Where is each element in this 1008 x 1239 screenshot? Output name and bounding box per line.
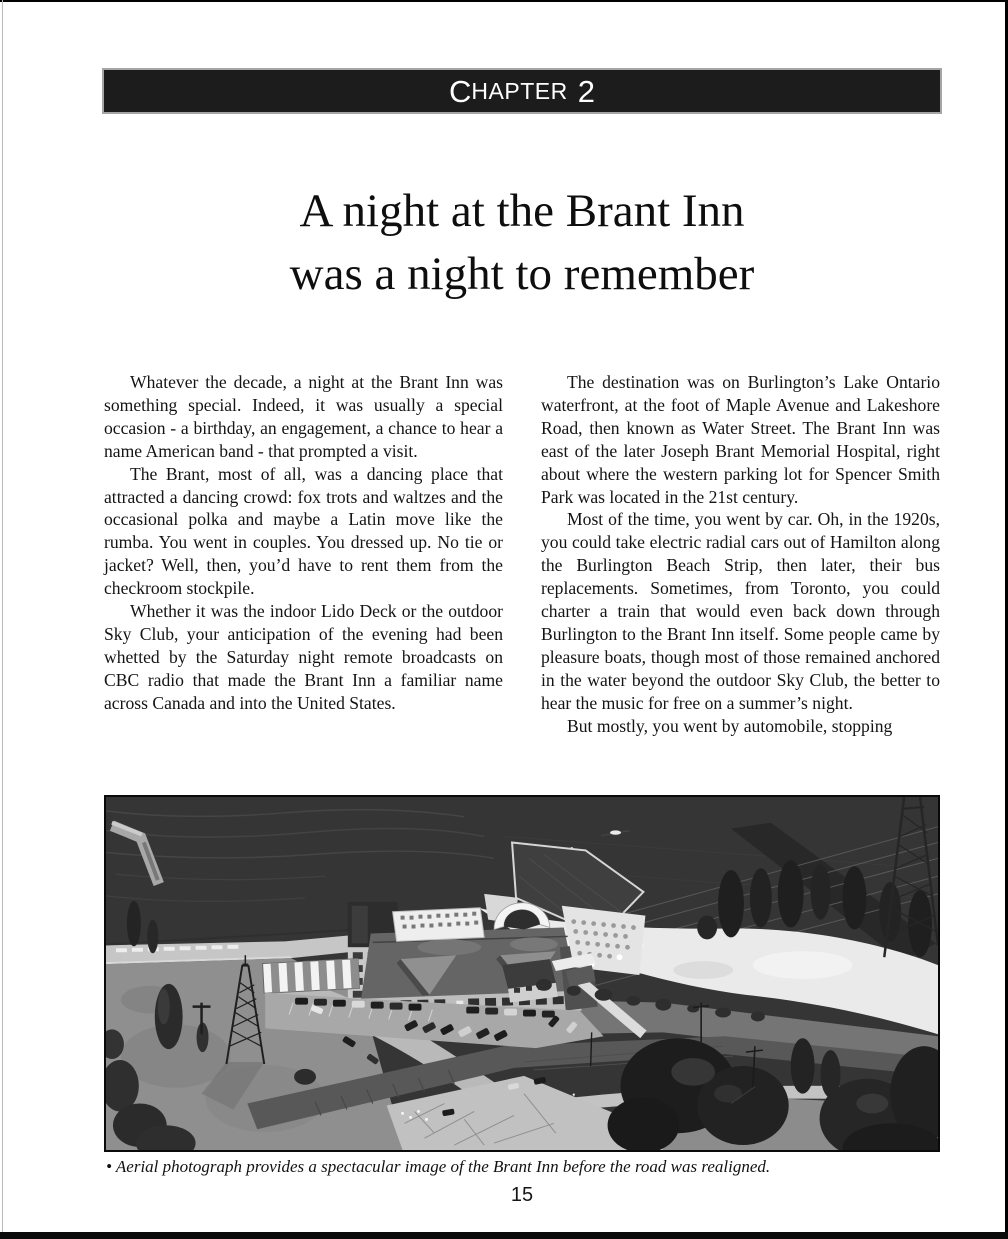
body-paragraph: The destination was on Burlington’s Lake Ontario waterfront, at the foot of Maple Avenue and Lakeshore Road, then known as Water Street. The Brant Inn was east of the later Joseph Brant Memorial Hospital, right about where the western parking lot for Spencer Smith Park was located in the 21st century. bbox=[541, 372, 940, 507]
body-paragraph: But mostly, you went by automobile, stopping bbox=[567, 715, 893, 736]
body-paragraph: Whether it was the indoor Lido Deck or the outdoor Sky Club, your anticipation of the evening had been whetted by the Saturday night remote broadcasts on CBC radio that made the Brant Inn a familiar name across Canada and into the United States. bbox=[104, 601, 503, 713]
chapter-label-initial: C bbox=[449, 73, 472, 109]
body-paragraph: Whatever the decade, a night at the Brant Inn was something special. Indeed, it was usually a special occasion - a birthday, an engagement, a chance to hear a name American band - that prompted a visit. bbox=[104, 372, 503, 461]
right-column bbox=[541, 371, 940, 738]
body-paragraph: Most of the time, you went by car. Oh, in the 1920s, you could take electric radial cars out of Hamilton along the Burlington Beach Strip, then later, their bus replacements. Sometimes, from Toronto, you could charter a train that would even back down through Burlington to the Brant Inn itself. Some people came by pleasure boats, though most of those remained anchored in the water beyond the outdoor Sky Club, the better to hear the music for free on a summer’s night. bbox=[541, 509, 940, 713]
page-border-left bbox=[2, 0, 3, 1239]
aerial-photo-illustration bbox=[106, 797, 938, 1150]
title-line-1: A night at the Brant Inn bbox=[299, 185, 745, 237]
chapter-label-rest: HAPTER bbox=[471, 77, 568, 104]
striped-awning bbox=[263, 959, 360, 994]
title-line-2: was a night to remember bbox=[289, 248, 755, 300]
page-border-top bbox=[0, 0, 1008, 2]
chapter-number: 2 bbox=[577, 73, 595, 109]
page-title bbox=[104, 180, 940, 306]
body-paragraph: The Brant, most of all, was a dancing place that attracted a dancing crowd: fox trots and waltzes and the occasional polka and maybe a Latin move like the rumba. You went in couples. You dressed up. No tie or jacket? Well, then, you’d have to rent them from the checkroom stockpile. bbox=[104, 463, 503, 599]
page-border-bottom bbox=[0, 1232, 1008, 1239]
aerial-photograph bbox=[104, 795, 940, 1152]
chapter-heading-bar bbox=[104, 70, 940, 112]
left-column bbox=[104, 371, 503, 738]
article-columns bbox=[104, 371, 940, 738]
page-number: 15 bbox=[510, 1184, 534, 1206]
photo-caption: • Aerial photograph provides a spectacular image of the Brant Inn before the road was realigned. bbox=[106, 1157, 771, 1176]
